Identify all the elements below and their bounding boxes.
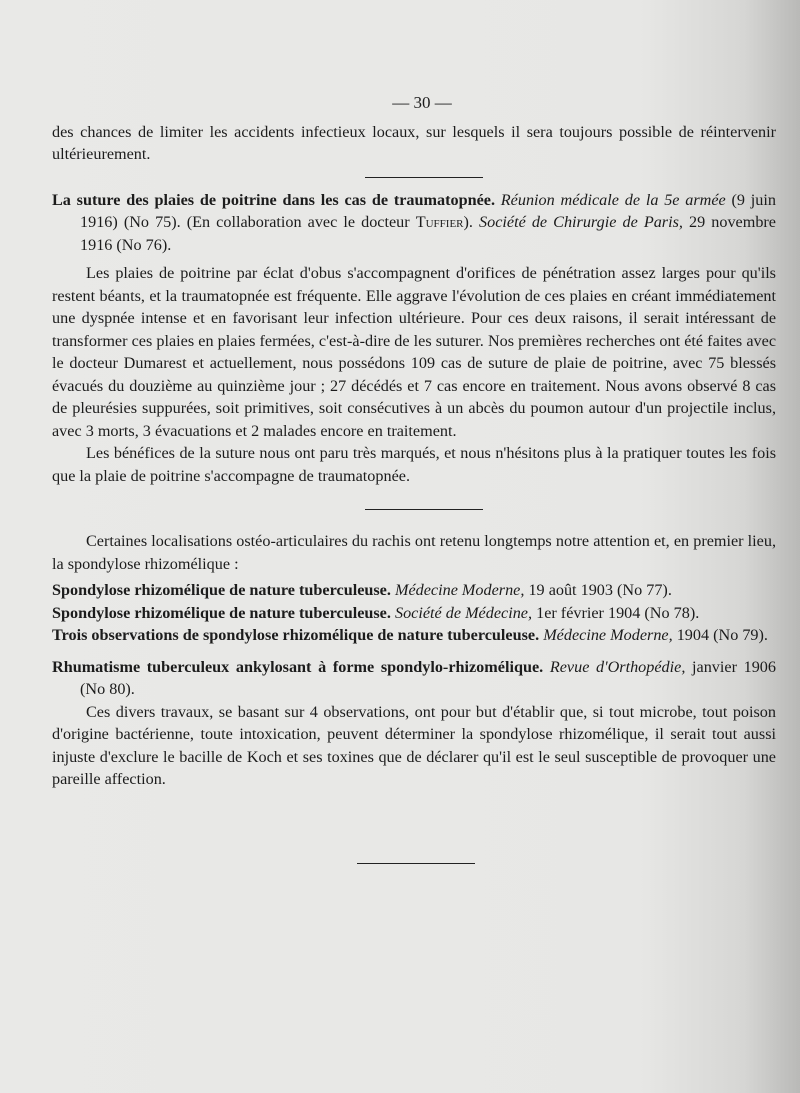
reference-77 [52, 579, 776, 602]
collaborator-name: Tuffier [415, 213, 464, 231]
end-divider [357, 863, 475, 864]
section1-after1: (9 juin 1916) (No 75). (En collaboration avec le docteur [80, 190, 776, 231]
section1-venue2: Société de Chirurgie de Paris, [479, 213, 683, 231]
section1-title: La suture des plaies de poitrine dans les cas de traumatopnée. [52, 190, 495, 209]
intro-paragraph: des chances de limiter les accidents infectieux locaux, sur lesquels il sera toujours possible de réintervenir ultérieurement. [52, 122, 776, 163]
reference-venue: Revue d'Orthopédie, [549, 657, 686, 676]
section-divider [365, 509, 483, 510]
section-divider [365, 177, 483, 178]
section1-heading [52, 189, 776, 257]
body-paragraph-1: Les plaies de poitrine par éclat d'obus s'accompagnent d'orifices de pénétration assez larges pour qu'ils restent béants, et la traumatopnée est fréquente. Elle aggrave l'évolution de ces plaies en créant immédiatement une dyspnée intense et en favorisant leur infection ultérieure. Pour ces deux raisons, il serait intéressant de transformer ces plaies en plaies fermées, c'est-à-dire de les suturer. Nos premières recherches ont été faites avec le docteur Dumarest et actuellement, nous possédons 109 cas de suture de plaie de poitrine, avec 75 blessés évacués du douzième au quinzième jour ; 27 décédés et 7 cas encore en traitement. Nous avons observé 8 cas de pleurésies suppurées, soit primitives, soit consécutives à un abcès du poumon autour d'un projectile inclus, avec 3 morts, 3 évacuations et 2 malades encore en traitement. [52, 264, 776, 440]
reference-79 [52, 624, 776, 647]
reference-venue: Société de Médecine, [394, 603, 533, 622]
body-paragraph-3: Ces divers travaux, se basant sur 4 observations, ont pour but d'établir que, si tout microbe, tout poison d'origine bactérienne, toute intoxication, peuvent déterminer la spondylose rhizomélique, il serait tout aussi injuste d'exclure le bacille de Koch et ses toxines que de déclarer qu'il est le seul susceptible de provoquer une pareille affection. [52, 702, 776, 788]
reference-venue: Médecine Moderne, [394, 581, 525, 599]
reference-details: 1er février 1904 (No 78). [532, 603, 700, 622]
page-number: — 30 — [392, 93, 452, 112]
reference-details: 1904 (No 79). [672, 626, 768, 644]
reference-venue: Médecine Moderne, [543, 626, 673, 644]
reference-details: 19 août 1903 (No 77). [524, 581, 672, 599]
reference-details: janvier 1906 (No 80). [80, 657, 776, 698]
section1-after3: 29 novembre 1916 (No 76). [80, 213, 776, 254]
body-paragraph-2: Les bénéfices de la suture nous ont paru très marqués, et nous n'hésitons plus à la pratiquer toutes les fois que la plaie de poitrine s'accompagne de traumatopnée. [52, 444, 776, 485]
section1-venue1: Réunion médicale de la 5e armée [500, 190, 726, 209]
reference-78 [52, 602, 776, 625]
reference-title: Spondylose rhizomélique de nature tuberculeuse. [52, 581, 391, 599]
reference-title: Rhumatisme tuberculeux ankylosant à forme spondylo-rhizomélique. [52, 657, 544, 676]
reference-title: Trois observations de spondylose rhizomélique de nature tuberculeuse. [52, 626, 540, 644]
section1-after2: ). [463, 213, 480, 231]
page-content [52, 92, 776, 791]
reference-title: Spondylose rhizomélique de nature tuberculeuse. [52, 603, 391, 622]
reference-80 [52, 656, 776, 701]
section2-intro: Certaines localisations ostéo-articulaires du rachis ont retenu longtemps notre attention et, en premier lieu, la spondylose rhizomélique : [52, 532, 776, 573]
